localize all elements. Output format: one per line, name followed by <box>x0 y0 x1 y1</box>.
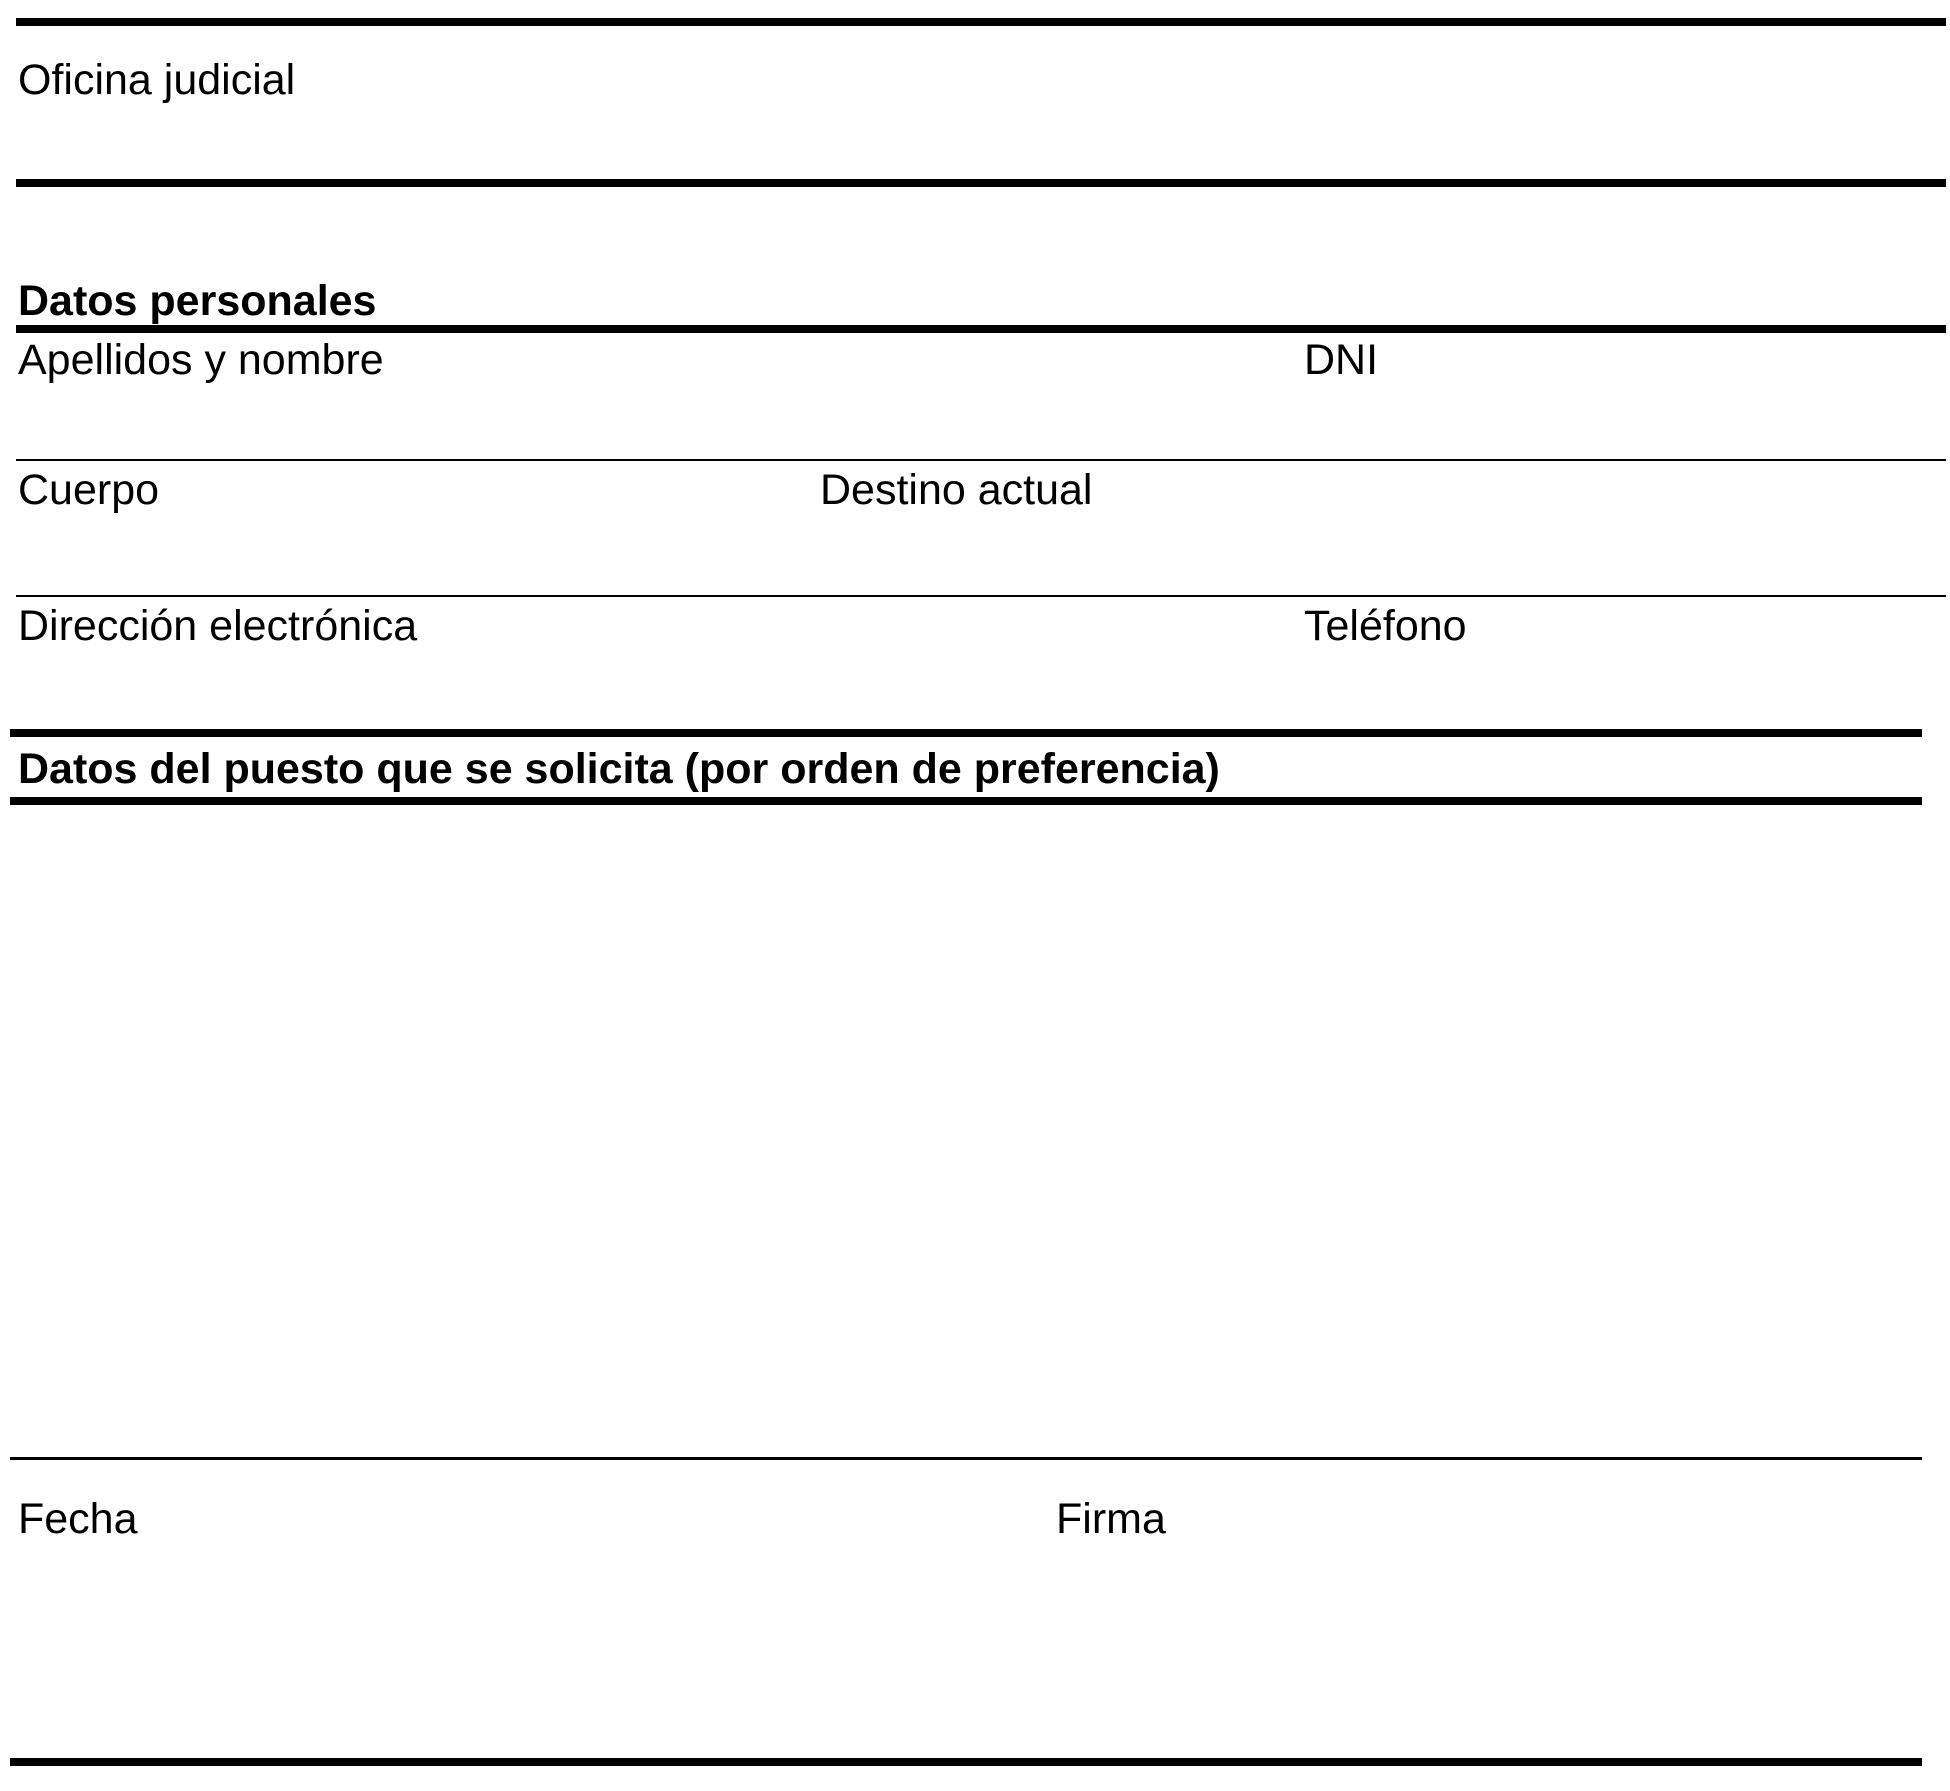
dni-label: DNI <box>1304 336 1379 384</box>
top-rule <box>16 18 1946 26</box>
cuerpo-field[interactable] <box>18 522 798 584</box>
apellidos-row-rule <box>16 459 1946 461</box>
firma-label: Firma <box>1056 1495 1166 1543</box>
direccion-electronica-label: Dirección electrónica <box>18 602 418 650</box>
telefono-label: Teléfono <box>1304 602 1467 650</box>
direccion-electronica-field[interactable] <box>18 658 1278 722</box>
apellidos-nombre-field[interactable] <box>18 390 1278 450</box>
cuerpo-label: Cuerpo <box>18 466 160 514</box>
puesto-heading-rule <box>10 797 1922 805</box>
fecha-label: Fecha <box>18 1495 138 1543</box>
apellidos-nombre-label: Apellidos y nombre <box>18 336 384 384</box>
cuerpo-row-rule <box>16 595 1946 597</box>
puesto-field[interactable] <box>18 815 1918 1445</box>
puesto-top-rule <box>10 729 1922 737</box>
puesto-heading: Datos del puesto que se solicita (por orden de preferencia) <box>18 745 1220 793</box>
destino-actual-label: Destino actual <box>820 466 1093 514</box>
dni-field[interactable] <box>1304 390 1934 450</box>
oficina-bottom-rule <box>16 179 1946 187</box>
firma-field[interactable] <box>1056 1550 1916 1750</box>
destino-actual-field[interactable] <box>820 522 1930 584</box>
telefono-field[interactable] <box>1304 658 1914 722</box>
puesto-bottom-rule <box>10 1457 1922 1460</box>
oficina-judicial-label: Oficina judicial <box>18 56 296 104</box>
fecha-field[interactable] <box>18 1550 1028 1750</box>
datos-personales-heading: Datos personales <box>18 277 377 325</box>
oficina-judicial-field[interactable] <box>18 110 1938 170</box>
datos-personales-rule <box>16 325 1946 333</box>
bottom-rule <box>10 1758 1922 1766</box>
